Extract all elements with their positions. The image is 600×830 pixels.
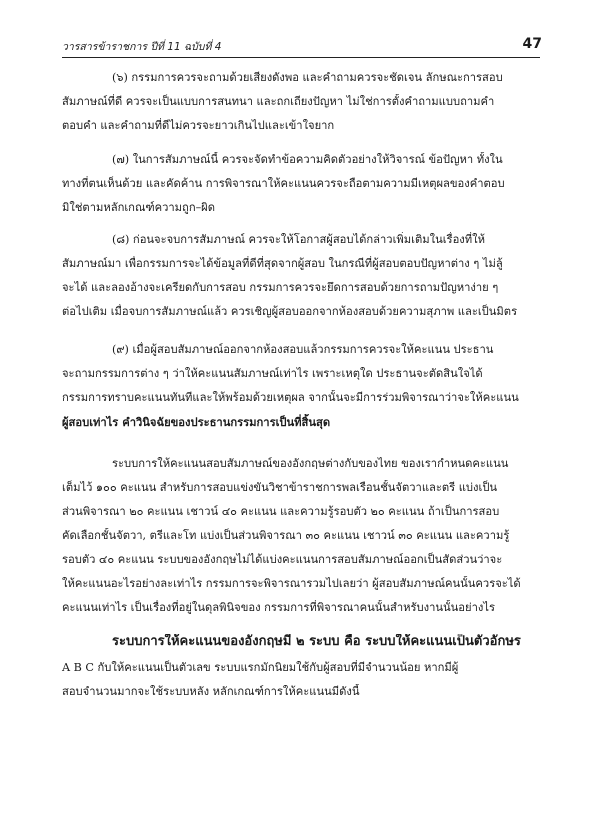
text-line: ตอบคำ และคำถามที่ดีไม่ควรจะยาวเกินไปและเข้าใจยาก [62,119,335,132]
text-line: จะถามกรรมการต่าง ๆ ว่าให้คะแนนสัมภาษณ์เท่าไร เพราะเหตุใด ประธานจะตัดสินใจได้ [62,367,483,380]
page-number: 47 [522,36,542,52]
text-line: เต็มไว้ ๑๐๐ คะแนน สำหรับการสอบแข่งขันวิชาข้าราชการพลเรือนชั้นจัตวาและตรี แบ่งเป็น [62,481,498,494]
header-rule [62,57,540,58]
text-line: สัมภาษณ์มา เพื่อกรรมการจะได้ข้อมูลที่ดีที่สุดจากผู้สอบ ในกรณีที่ผู้สอบตอบปัญหาต่าง ๆ ไม่ลู้ [62,257,503,270]
text-line: มิใช่ตามหลักเกณฑ์ความถูก–ผิด [62,201,216,214]
text-line: (๖) กรรมการควรจะถามด้วยเสียงดังพอ และคำถามควรจะชัดเจน ลักษณะการสอบ [112,71,503,84]
text-line: A B C กับให้คะแนนเป็นตัวเลข ระบบแรกมักนิยมใช้กับผู้สอบที่มีจำนวนน้อย หากมีผู้ [62,661,459,674]
running-header [62,36,542,56]
text-line: รอบตัว ๔๐ คะแนน ระบบของอังกฤษไม่ได้แบ่งคะแนนการสอบสัมภาษณ์ออกเป็นสัดส่วนว่าจะ [62,553,503,566]
text-line: ต่อไปเติม เมื่อจบการสัมภาษณ์แล้ว ควรเชิญผู้สอบออกจากห้องสอบด้วยความสุภาพ และเป็นมิตร [62,305,518,318]
text-line: ผู้สอบเท่าไร คำวินิจฉัยของประธานกรรมการเป็นที่สิ้นสุด [62,415,331,429]
text-line: คัดเลือกชั้นจัตวา, ตรีและโท แบ่งเป็นส่วนพิจารณา ๓๐ คะแนน เชาวน์ ๓๐ คะแนน และความรู้ [62,529,510,542]
text-line: สอบจำนวนมากจะใช้ระบบหลัง หลักเกณฑ์การให้คะแนนมีดังนี้ [62,685,360,698]
text-line: กรรมการทราบคะแนนทันทีและให้พร้อมด้วยเหตุผล จากนั้นจะมีการร่วมพิจารณาว่าจะให้คะแนน [62,391,519,404]
text-line: ให้คะแนนอะไรอย่างละเท่าไร กรรมการจะพิจารณารวมไปเลยว่า ผู้สอบสัมภาษณ์คนนั้นควรจะได้ [62,577,521,590]
text-line: ระบบการให้คะแนนสอบสัมภาษณ์ของอังกฤษต่างกับของไทย ของเรากำหนดคะแนน [112,457,509,470]
text-line: ส่วนพิจารณา ๒๐ คะแนน เชาวน์ ๔๐ คะแนน และความรู้รอบตัว ๒๐ คะแนน ถ้าเป็นการสอบ [62,505,500,518]
text-line: (๘) ก่อนจะจบการสัมภาษณ์ ควรจะให้โอกาสผู้สอบได้กล่าวเพิ่มเติมในเรื่องที่ให้ [112,233,485,246]
text-line: (๙) เมื่อผู้สอบสัมภาษณ์ออกจากห้องสอบแล้วกรรมการควรจะให้คะแนน ประธาน [112,343,494,356]
text-line: ระบบการให้คะแนนของอังกฤษมี ๒ ระบบ คือ ระบบให้คะแนนเป็นตัวอักษร [112,634,521,649]
text-line: (๗) ในการสัมภาษณ์นี้ ควรจะจัดทำข้อความคิดตัวอย่างให้วิจารณ์ ข้อปัญหา ทั้งใน [112,153,503,166]
text-line: คะแนนเท่าไร เป็นเรื่องที่อยู่ในดุลพินิจของ กรรมการที่พิจารณาคนนั้นสำหรับงานนั้นอย่างไร [62,601,495,614]
text-line: สัมภาษณ์ที่ดี ควรจะเป็นแบบการสนทนา และถกเถียงปัญหา ไม่ใช่การตั้งคำถามแบบถามคำ [62,95,495,108]
text-line: จะได้ และลองอ้างจะเครียดกับการสอบ กรรมการควรจะยึดการสอบด้วยการถามปัญหาง่าย ๆ [62,281,499,294]
text-line: ทางที่ตนเห็นด้วย และคัดค้าน การพิจารณาให้คะแนนควรจะถือตามความมีเหตุผลของคำตอบ [62,177,505,190]
journal-title: วารสารข้าราชการ ปีที่ 11 ฉบับที่ 4 [62,41,222,53]
